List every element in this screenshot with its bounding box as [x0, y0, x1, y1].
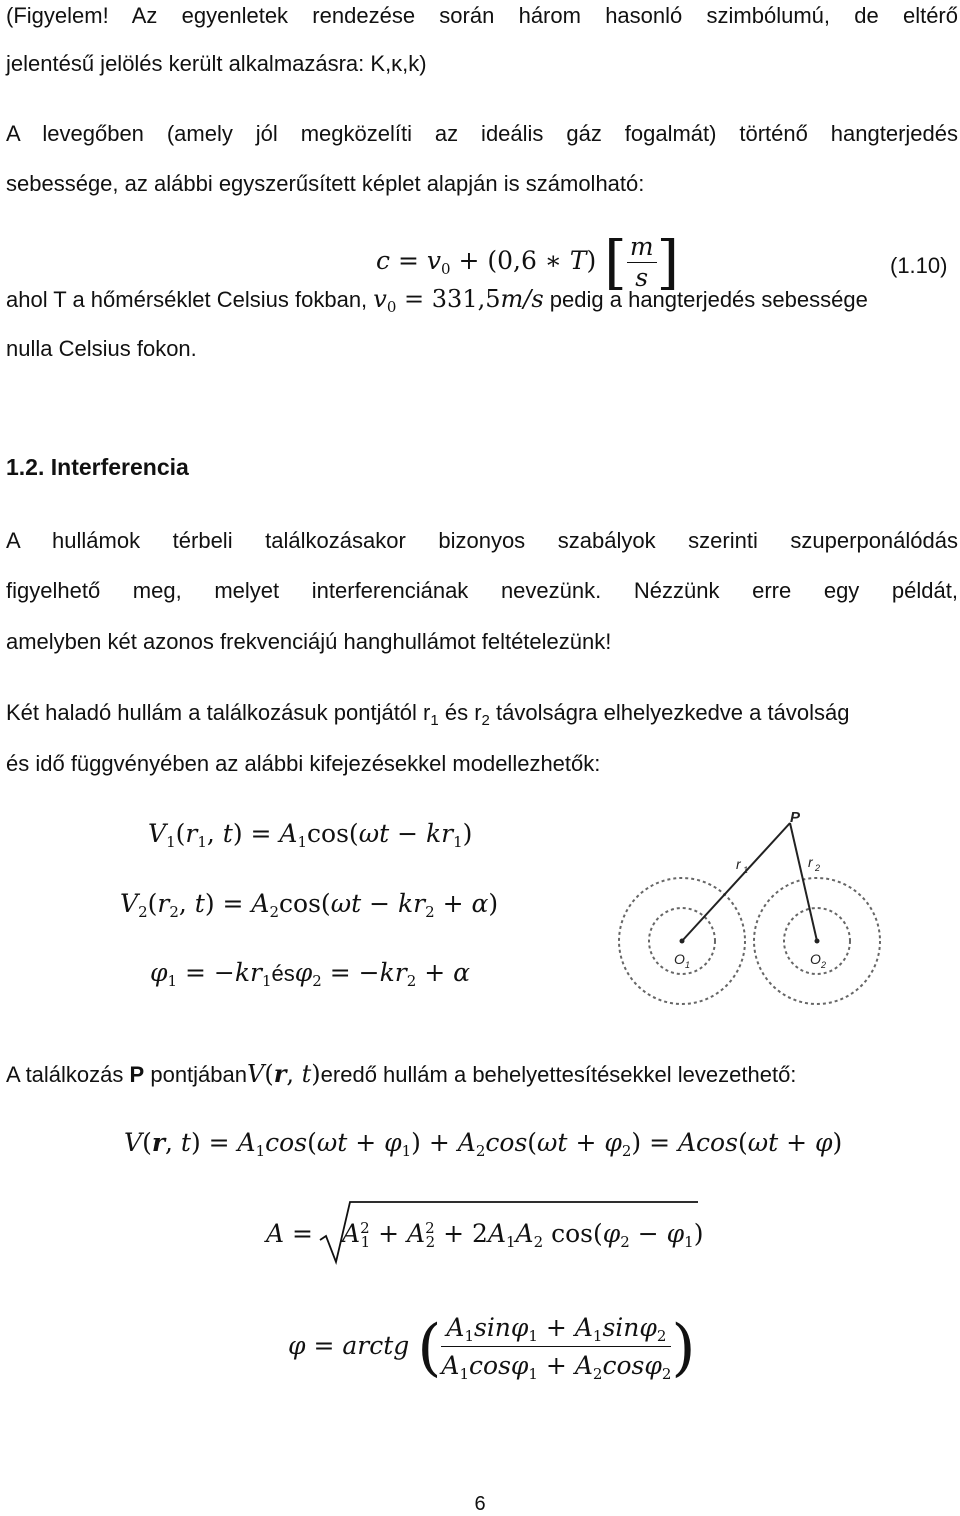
text-fragment: pedig a hangterjedés sebessége [549, 287, 868, 312]
page-number: 6 [474, 1493, 486, 1515]
text-line [6, 1061, 796, 1088]
text-line: nulla Celsius fokon. [6, 336, 197, 361]
text-line: amelyben két azonos frekvenciájú hanghullámot feltételezünk! [6, 629, 612, 654]
inline-math: $v_0 = 331,5m/s$ [373, 285, 544, 316]
equation-phases: $\varphi_1$ = $-kr_1és\varphi_2 = -kr_2 + \alpha$ [150, 958, 471, 990]
text-line [6, 285, 868, 316]
source-point-2 [815, 939, 820, 944]
label-o2-sub: 2 [821, 960, 827, 970]
label-point-p: P [790, 809, 801, 826]
text-fragment: és r [444, 700, 482, 725]
equation-phase: φ = arctg ( $\frac{A_1\sin\varphi_1 + A_1\sin\varphi_2}{A_1\cos\varphi_1 + A_2\cos\varphi_2}$ ) [288, 1310, 696, 1384]
text-line: figyelhető meg, melyet interferenciának nevezünk. Nézzünk erre egy példát, [6, 578, 958, 603]
text-fragment: Két haladó hullám a találkozásuk pontjától r [6, 700, 431, 725]
text-fragment: eredő hullám a behelyettesítésekkel levezethető: [320, 1062, 797, 1087]
interference-figure [610, 805, 890, 1030]
text-fragment: pontjában [150, 1062, 247, 1087]
equation-sound-speed: $c = v_0 + (0,6$ ∗ T) [ $\frac{m}{s}$ ] [376, 228, 680, 297]
text-fragment: távolságra elhelyezkedve a távolság [496, 700, 850, 725]
line-r2 [790, 823, 817, 941]
label-r1: r [736, 856, 741, 872]
equation-amplitude-radicand: $A^2_1 + A^2_2 + 2A_1A_2$ $\cos(\varphi_2 - \varphi_1)$ [342, 1219, 704, 1251]
line-r1 [682, 823, 790, 941]
label-o1: O [674, 951, 685, 967]
label-r1-sub: 1 [743, 865, 749, 875]
text-line: A levegőben (amely jól megközelíti az ideális gáz fogalmát) történő hangterjedés [6, 121, 958, 146]
text-line: és idő függvényében az alábbi kifejezésekkel modellezhetők: [6, 751, 601, 776]
text-line: jelentésű jelölés került alkalmazásra: K,κ,k) [6, 51, 427, 76]
label-o2: O [810, 951, 821, 967]
text-bold-p: P [129, 1062, 145, 1087]
section-heading: 1.2. Interferencia [6, 454, 189, 480]
label-o1-sub: 1 [685, 960, 691, 970]
equation-resultant-wave: V(r, $t) = A_1\cos(\omega t + \varphi_1) + A_2\cos(\omega t + \varphi_2) = Acos(\omega t + \varphi)$ [124, 1128, 843, 1160]
equation-wave-2: $V_2(r_2$, $t) = A_2\cos(\omega t - kr_2 + \alpha)$ [120, 889, 499, 921]
source-point-1 [680, 939, 685, 944]
equation-amplitude: A = [266, 1219, 313, 1248]
text-line: Két haladó hullám a találkozásuk pontjától $r_1$ és $r_2$ távolságra elhelyezkedve a távolság [6, 700, 850, 729]
label-r2-sub: 2 [815, 863, 821, 873]
equation-wave-1: $V_1(r_1$, $t) = A_1\cos(\omega t - kr_1)$ [148, 819, 473, 851]
text-fragment: A találkozás [6, 1062, 124, 1087]
text-line: sebessége, az alábbi egyszerűsített képlet alapján is számolható: [6, 171, 645, 196]
text-line: A hullámok térbeli találkozásakor bizonyos szabályok szerinti szuperponálódás [6, 528, 958, 553]
text-es: és [271, 961, 295, 986]
text-line: (Figyelem! Az egyenletek rendezése során három hasonló szimbólumú, de eltérő [6, 3, 958, 28]
text-fragment: ahol T a hőmérséklet Celsius fokban, [6, 287, 368, 312]
label-r2: r [808, 854, 813, 870]
equation-number: (1.10) [890, 253, 948, 278]
inline-math: V(r, t) [247, 1059, 321, 1088]
